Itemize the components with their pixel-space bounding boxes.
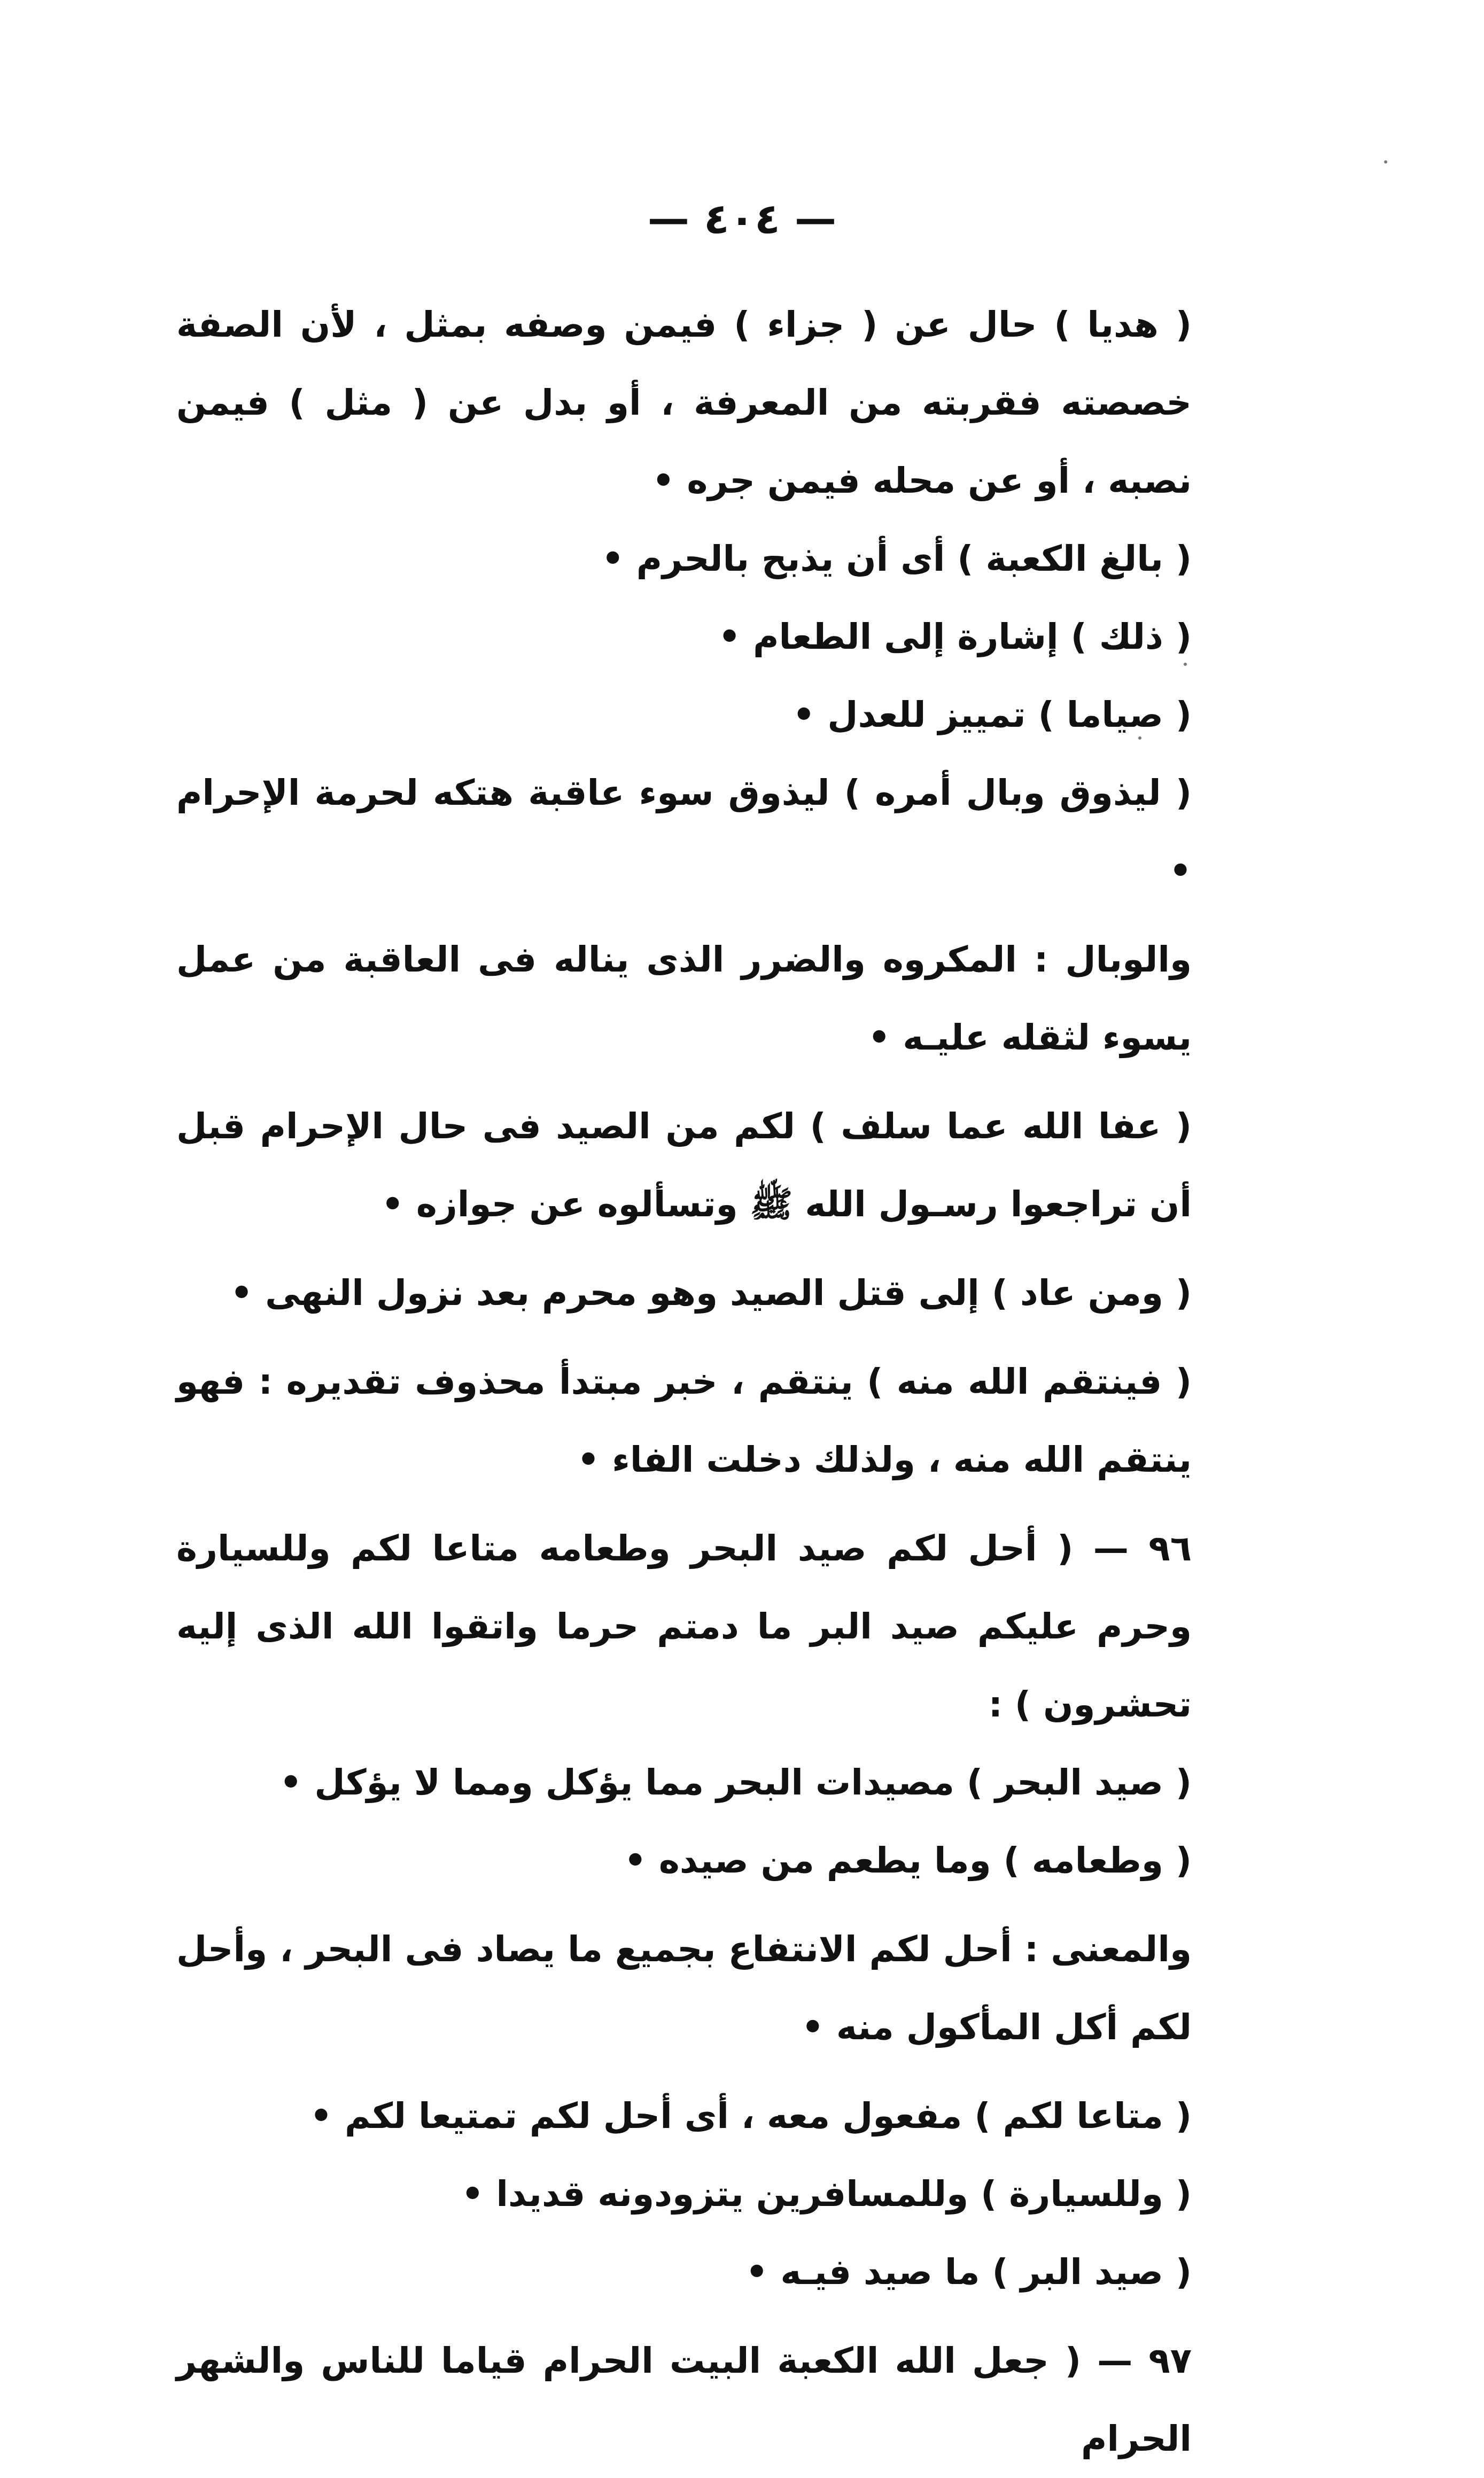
paragraph-alwabal: والوبال : المكروه والضرر الذى يناله فى العاقبة من عمل يسوء لثقله عليـه • bbox=[176, 939, 1192, 1058]
paragraph-mataan: ( متاعا لكم ) مفعول معه ، أى أحل لكم تمتيعا لكم • bbox=[309, 2095, 1192, 2137]
paragraph-hadyan: ( هديا ) حال عن ( جزاء ) فيمن وصفه بمثل ، لأن الصفة خصصته فقربته من المعرفة ، أو بدل عن ( مثل ) فيمن نصبه ، أو عن محله فيمن جره • bbox=[176, 304, 1192, 501]
paragraph-afa-allah: ( عفا الله عما سلف ) لكم من الصيد فى حال الإحرام قبل أن تراجعوا رسـول الله ﷺ وتسألوه عن جوازه • bbox=[176, 1106, 1192, 1225]
body-text bbox=[176, 286, 1192, 2478]
scan-speck bbox=[1384, 160, 1387, 164]
paragraph-dhalika: ( ذلك ) إشارة إلى الطعام • bbox=[718, 616, 1192, 657]
paragraph-baligh-alkaaba: ( بالغ الكعبة ) أى أن يذبح بالحرم • bbox=[601, 538, 1192, 579]
paragraph-taamuhu: ( وطعامه ) وما يطعم من صيده • bbox=[624, 1840, 1192, 1881]
verse-97: ٩٧ — ( جعل الله الكعبة البيت الحرام قياما للناس والشهر الحرام bbox=[176, 2340, 1192, 2459]
paragraph-almana: والمعنى : أحل لكم الانتفاع بجميع ما يصاد فى البحر ، وأحل لكم أكل المأكول منه • bbox=[176, 1929, 1192, 2048]
paragraph-man-aada: ( ومن عاد ) إلى قتل الصيد وهو محرم بعد نزول النهى • bbox=[230, 1272, 1192, 1314]
paragraph-lilsayyara: ( وللسيارة ) وللمسافرين يتزودونه قديدا • bbox=[461, 2173, 1192, 2215]
scan-speck bbox=[1138, 736, 1141, 740]
paragraph-sayd-albarr: ( صيد البر ) ما صيد فيـه • bbox=[745, 2251, 1192, 2293]
paragraph-sayd-albahr: ( صيد البحر ) مصيدات البحر مما يؤكل ومما لا يؤكل • bbox=[279, 1762, 1192, 1803]
paragraph-liyadhuqa: ( ليذوق وبال أمره ) ليذوق سوء عاقبة هتكه لحرمة الإحرام • bbox=[176, 772, 1192, 891]
paragraph-fayantaqimu: ( فينتقم الله منه ) ينتقم ، خبر مبتدأ محذوف تقديره : فهو ينتقم الله منه ، ولذلك دخلت الفاء • bbox=[176, 1361, 1192, 1480]
paragraph-siyaman: ( صياما ) تمييز للعدل • bbox=[792, 694, 1192, 735]
page-number: — ٤٠٤ — bbox=[647, 195, 837, 243]
scan-speck bbox=[1184, 663, 1187, 666]
verse-96: ٩٦ — ( أحل لكم صيد البحر وطعامه متاعا لكم وللسيارة وحرم عليكم صيد البر ما دمتم حرما واتقوا الله الذى إليه تحشرون ) : bbox=[176, 1528, 1192, 1725]
